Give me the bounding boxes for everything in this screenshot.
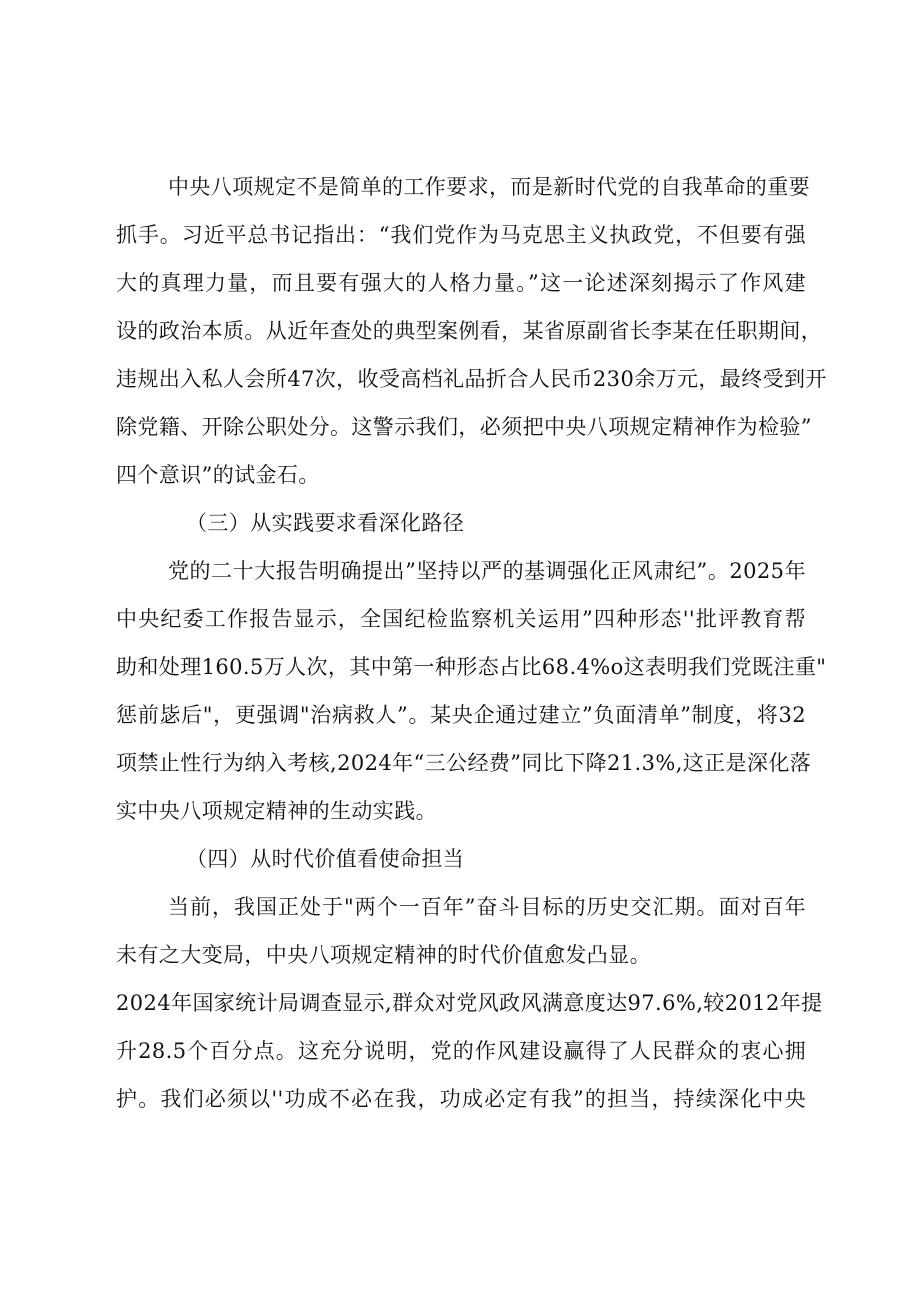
paragraph-2-line-6: 实中央八项规定精神的生动实践。 xyxy=(116,799,437,823)
paragraph-2-line-1: 党的二十大报告明确提出”坚持以严的基调强化正风肃纪”。2025年 xyxy=(168,559,806,583)
paragraph-2-line-5: 项禁止性行为纳入考核,2024年“三公经费”同比下降21.3%,这正是深化落 xyxy=(116,751,812,775)
paragraph-1-line-7: 四个意识”的试金石。 xyxy=(116,463,320,487)
paragraph-3-line-2: 未有之大变局，中央八项规定精神的时代价值愈发凸显。 xyxy=(116,943,651,967)
paragraph-3-line-1: 当前，我国正处于"两个一百年”奋斗目标的历史交汇期。面对百年 xyxy=(168,895,806,919)
paragraph-2-line-3: 助和处理160.5万人次，其中第一种形态占比68.4%o这表明我们党既注重" xyxy=(116,655,827,679)
paragraph-4-line-1: 2024年国家统计局调查显示,群众对党风政风满意度达97.6%,较2012年提 xyxy=(116,991,823,1015)
paragraph-1-line-2: 抓手。习近平总书记指出：“我们党作为马克思主义执政党，不但要有强 xyxy=(116,223,806,247)
paragraph-1-line-6: 除党籍、开除公职处分。这警示我们，必须把中央八项规定精神作为检验” xyxy=(116,415,812,439)
paragraph-1-line-5: 违规出入私人会所47次，收受高档礼品折合人民币230余万元，最终受到开 xyxy=(116,367,827,391)
paragraph-4-line-3: 护。我们必须以''功成不必在我，功成必定有我”的担当，持续深化中央 xyxy=(116,1087,806,1111)
paragraph-1-line-4: 设的政治本质。从近年查处的典型案例看，某省原副省长李某在任职期间， xyxy=(116,319,823,343)
paragraph-4-line-2: 升28.5个百分点。这充分说明，党的作风建设赢得了人民群众的衷心拥 xyxy=(116,1039,806,1063)
section-heading-3: （三）从实践要求看深化路径 xyxy=(186,511,465,535)
paragraph-2-line-4: 惩前毖后"，更强调"治病救人”。某央企通过建立”负面清单”制度，将32 xyxy=(116,703,806,727)
paragraph-1-line-3: 大的真理力量，而且要有强大的人格力量。”这一论述深刻揭示了作风建 xyxy=(116,271,806,295)
section-heading-4: （四）从时代价值看使命担当 xyxy=(186,847,465,871)
paragraph-2-line-2: 中央纪委工作报告显示，全国纪检监察机关运用”四种形态''批评教育帮 xyxy=(116,607,806,631)
paragraph-1-line-1: 中央八项规定不是简单的工作要求，而是新时代党的自我革命的重要 xyxy=(168,175,810,199)
